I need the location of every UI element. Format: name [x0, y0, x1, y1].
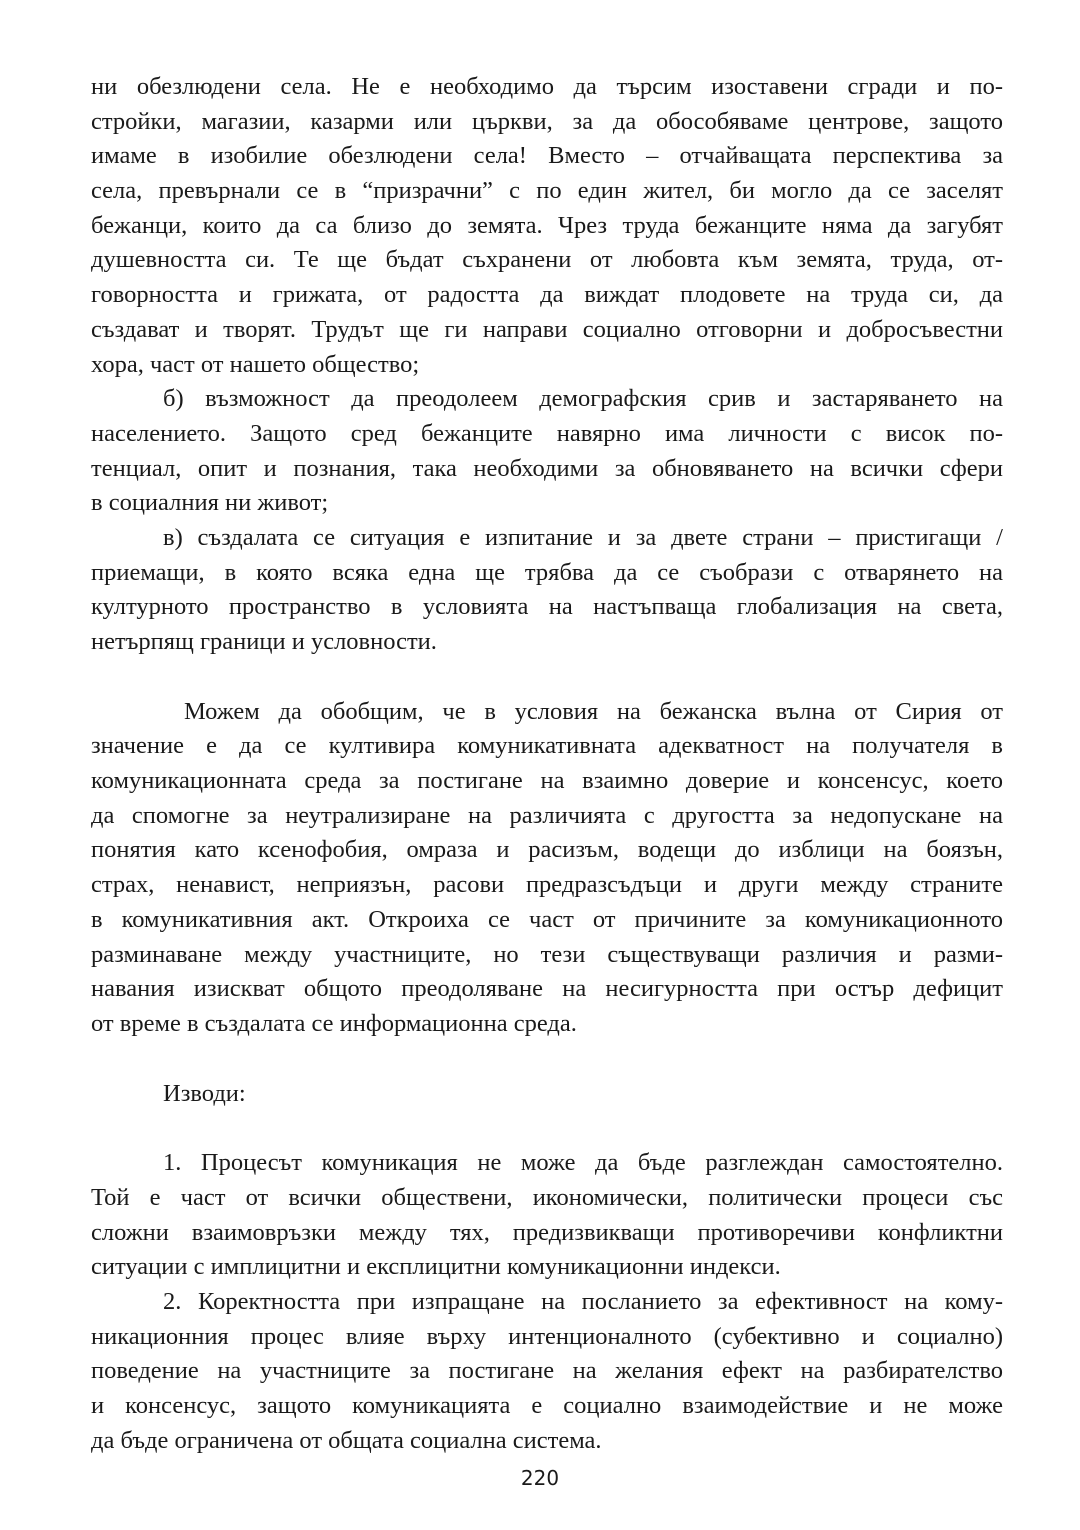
text-line: приемащи, в която всяка една ще трябва да се съобрази с отварянето на	[91, 558, 1003, 586]
page-number: 220	[520, 1466, 560, 1490]
text-line: никационния процес влияе върху интенционалното (субективно и социално)	[91, 1322, 1003, 1350]
text-line: душевността си. Те ще бъдат съхранени от любовта към земята, труда, от-	[91, 246, 1003, 274]
text-line: понятия като ксенофобия, омраза и расизъм, водещи до изблици на боязън,	[91, 836, 1003, 864]
text-line: и консенсус, защото комуникацията е социално взаимодействие и не може	[91, 1392, 1003, 1420]
paragraph-continued	[91, 70, 1003, 382]
text-line: поведение на участниците за постигане на желания ефект на разбирателство	[91, 1357, 1003, 1385]
text-line: населението. Защото сред бежанците навярно има личности с висок по-	[91, 419, 1003, 447]
text-line: села, превърнали се в “призрачни” с по един жител, би могло да се заселят	[91, 177, 1003, 205]
text-line: имаме в изобилие обезлюдени села! Вместо – отчайващата перспектива за	[91, 142, 1003, 170]
text-line: навания изискват общото преодоляване на несигурността при остър дефицит	[91, 975, 1003, 1003]
text-line: в комуникативния акт. Откроиха се част от причините за комуникационното	[91, 905, 1003, 933]
text-line: в) създалата се ситуация е изпитание и за двете страни – пристигащи /	[163, 523, 1003, 551]
text-line: културното пространство в условията на настъпваща глобализация на света,	[91, 593, 1003, 621]
text-line: значение е да се култивира комуникативната адекватност на получателя в	[91, 732, 1003, 760]
text-line: в социалния ни живот;	[91, 489, 329, 517]
summary-paragraph	[91, 695, 1003, 1042]
text-line: 1. Процесът комуникация не може да бъде разглеждан самостоятелно.	[163, 1149, 1003, 1177]
conclusion-2	[91, 1285, 1003, 1458]
conclusions-heading: Изводи:	[163, 1079, 246, 1107]
text-line: говорността и грижата, от радостта да виждат плодовете на труда си, да	[91, 281, 1003, 309]
text-line: хора, част от нашето общество;	[91, 350, 420, 378]
text-line: комуникационната среда за постигане на взаимно доверие и консенсус, което	[91, 767, 1003, 795]
text-line: нетърпящ граници и условности.	[91, 628, 437, 655]
text-line: създават и творят. Трудът ще ги направи социално отговорни и добросъвестни	[91, 315, 1003, 343]
text-line: сложни взаимовръзки между тях, предизвикващи противоречиви конфликтни	[91, 1218, 1003, 1246]
text-line: б) възможност да преодолеем демографския срив и застаряването на	[163, 385, 1003, 413]
text-line: страх, ненавист, неприязън, расови предразсъдъци и други между страните	[91, 871, 1003, 899]
text-line: да спомогне за неутрализиране на различията с другостта за недопускане на	[91, 801, 1003, 829]
paragraph-gap	[91, 660, 1003, 695]
text-line: тенциал, опит и познания, така необходими за обновяването на всички сфери	[91, 454, 1003, 482]
text-line: разминаване между участниците, но тези съществуващи различия и разми-	[91, 940, 1003, 968]
conclusion-1	[91, 1146, 1003, 1285]
text-line: да бъде ограничена от общата социална система.	[91, 1426, 602, 1454]
list-item-v	[91, 521, 1003, 660]
paragraph-gap	[91, 1111, 1003, 1146]
text-line: стройки, магазии, казарми или църкви, за да обособяваме центрове, защото	[91, 107, 1003, 135]
text-line: бежанци, които да са близо до земята. Чрез труда бежанците няма да загубят	[91, 211, 1003, 239]
text-line: от време в създалата се информационна среда.	[91, 1009, 577, 1037]
paragraph-gap	[91, 1042, 1003, 1077]
page-body	[91, 70, 1003, 1458]
list-item-b	[91, 382, 1003, 521]
text-line: Той е част от всички обществени, икономически, политически процеси със	[91, 1183, 1003, 1211]
text-line: Можем да обобщим, че в условия на бежанска вълна от Сирия от	[184, 697, 1003, 725]
text-line: ситуации с имплицитни и експлицитни комуникационни индекси.	[91, 1253, 781, 1281]
text-line: ни обезлюдени села. Не е необходимо да търсим изоставени сгради и по-	[91, 73, 1003, 100]
text-line: 2. Коректността при изпращане на посланието за ефективност на кому-	[163, 1288, 1003, 1315]
